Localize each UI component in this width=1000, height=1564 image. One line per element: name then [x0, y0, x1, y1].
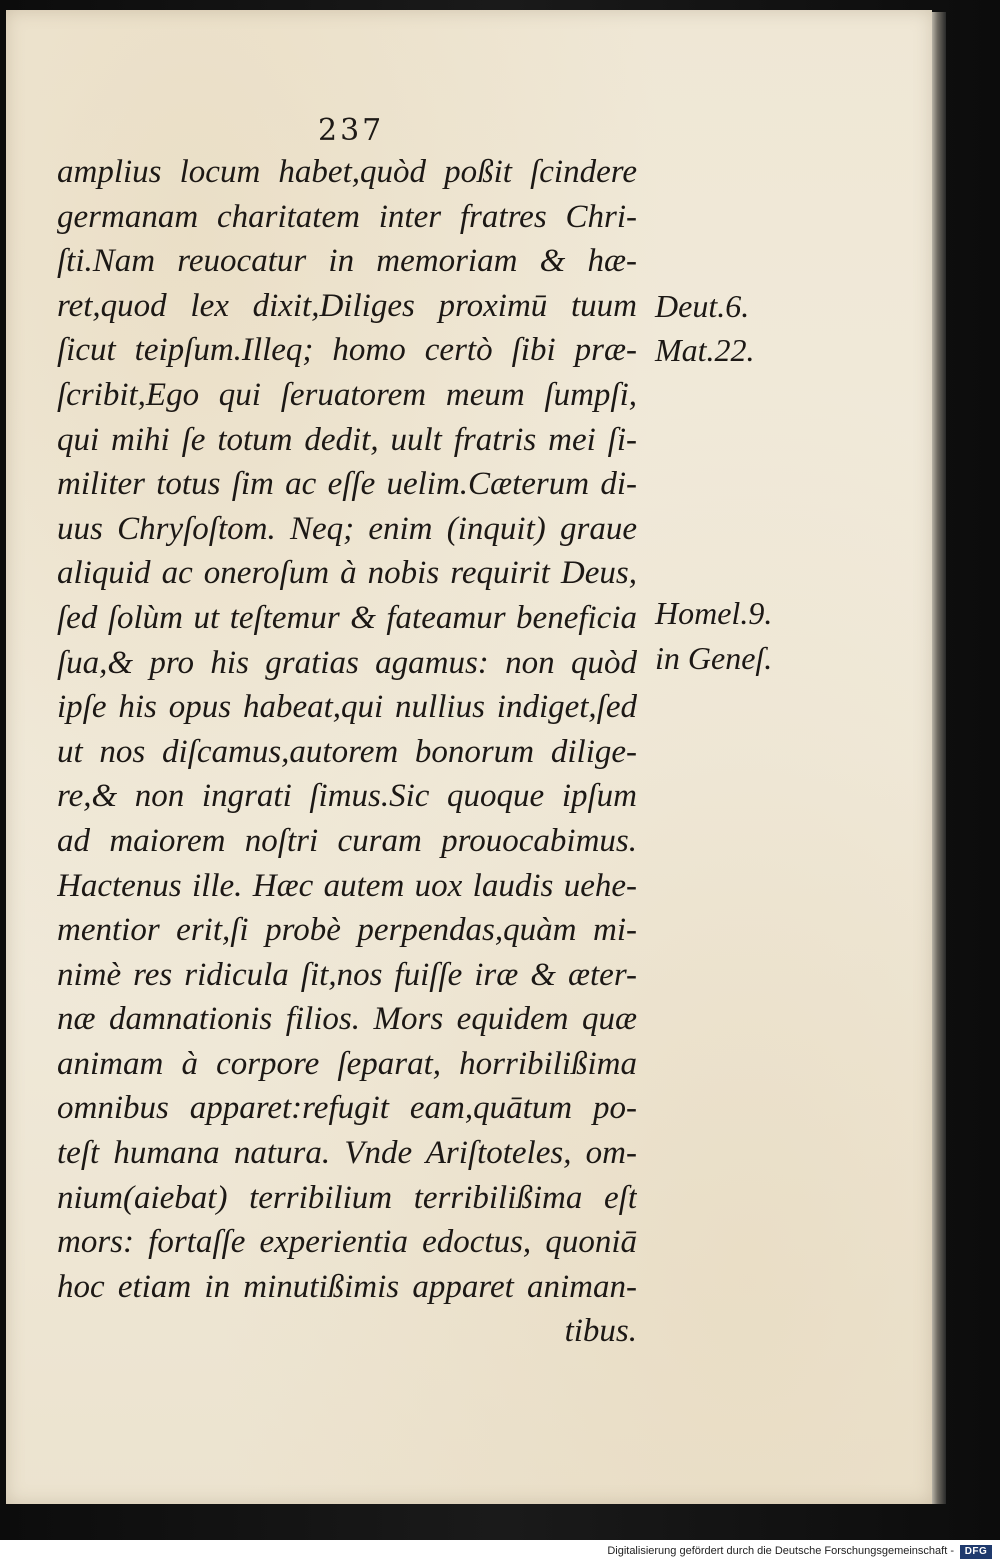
page-number: 237 — [318, 113, 385, 148]
text-line-final: tibus. — [564, 1313, 637, 1350]
marginal-note-genesis: in Geneſ. — [655, 640, 773, 676]
text-line: næ damnationis filios. Mors equidem quæ — [57, 1001, 637, 1038]
text-line: nimè res ridicula ſit,nos fuiſſe iræ & æter- — [57, 956, 637, 993]
text-line: nium(aiebat) terribilium terribilißima eſt — [57, 1179, 637, 1216]
marginal-note-homel: Homel.9. — [655, 595, 773, 631]
text-line: ſti.Nam reuocatur in memoriam & hæ- — [57, 243, 637, 280]
text-line: ſed ſolùm ut teſtemur & fateamur beneficia — [57, 599, 637, 636]
digitization-footer — [0, 1540, 1000, 1564]
marginal-note-mat: Mat.22. — [655, 332, 755, 368]
dfg-logo: DFG — [960, 1545, 992, 1559]
text-line: re,& non ingrati ſimus.Sic quoque ipſum — [57, 778, 637, 815]
page-edge — [932, 12, 946, 1504]
marginal-note-deut: Deut.6. — [655, 288, 750, 324]
text-line: Hactenus ille. Hæc autem uox laudis uehe- — [57, 867, 637, 904]
text-line: mentior erit,ſi probè perpendas,quàm mi- — [57, 912, 637, 949]
text-line: aliquid ac oneroſum à nobis requirit Deus, — [57, 555, 637, 592]
text-line: omnibus apparet:refugit eam,quātum po- — [57, 1090, 637, 1127]
text-line: mors: fortaſſe experientia edoctus, quoniā — [57, 1224, 637, 1261]
text-line: ut nos diſcamus,autorem bonorum dilige- — [57, 733, 637, 770]
text-line: uus Chryſoſtom. Neq; enim (inquit) graue — [57, 510, 637, 547]
text-line: ipſe his opus habeat,qui nullius indiget,ſed — [57, 689, 637, 726]
text-line: teſt humana natura. Vnde Ariſtoteles, om- — [57, 1135, 637, 1172]
text-line: militer totus ſim ac eſſe uelim.Cæterum di- — [57, 466, 637, 503]
text-line: hoc etiam in minutißimis apparet animan- — [57, 1268, 637, 1305]
funding-credit: Digitalisierung gefördert durch die Deutsche Forschungsgemeinschaft - — [607, 1545, 954, 1557]
text-line: animam à corpore ſeparat, horribilißima — [57, 1045, 637, 1082]
text-line: qui mihi ſe totum dedit, uult fratris mei ſi- — [57, 421, 637, 458]
text-line: ad maiorem noſtri curam prouocabimus. — [57, 822, 637, 859]
text-line: ſua,& pro his gratias agamus: non quòd — [57, 644, 637, 681]
text-line: ſcribit,Ego qui ſeruatorem meum ſumpſi, — [57, 376, 637, 413]
text-line: ſicut teipſum.Illeq; homo certò ſibi præ- — [57, 332, 637, 369]
text-line: germanam charitatem inter fratres Chri- — [57, 198, 637, 235]
text-line: amplius locum habet,quòd poßit ſcindere — [57, 154, 637, 190]
text-line: ret,quod lex dixit,Diliges proximū tuum — [57, 287, 637, 324]
main-text-block — [57, 150, 637, 1354]
